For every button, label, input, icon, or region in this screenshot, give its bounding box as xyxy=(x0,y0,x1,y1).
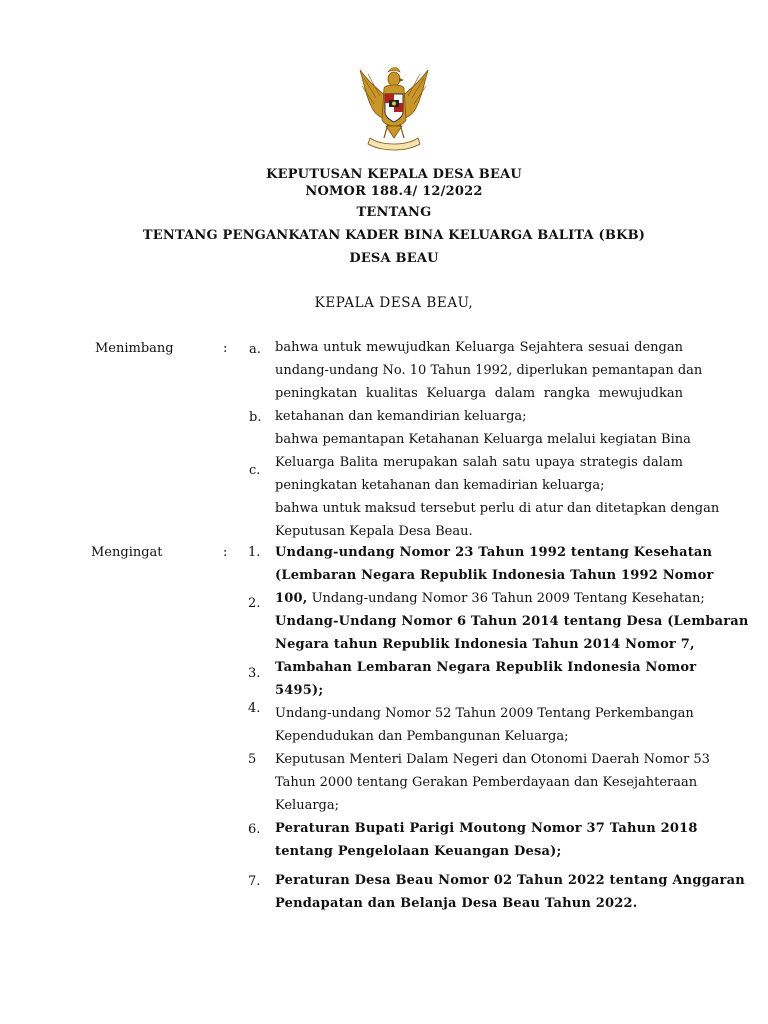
menimbang-colon: : xyxy=(223,341,228,356)
mengingat-marker-5: 5 xyxy=(248,752,257,767)
decree-place: DESA BEAU xyxy=(349,251,439,266)
menimbang-line: bahwa untuk maksud tersebut perlu di atur dan ditetapkan dengan xyxy=(275,501,720,516)
mengingat-marker-3: 3. xyxy=(248,666,261,681)
decree-number: NOMOR 188.4/ 12/2022 xyxy=(305,184,483,199)
mengingat-line-3-regular: Undang-undang Nomor 36 Tahun 2009 Tentang Kesehatan; xyxy=(307,591,705,606)
menimbang-line: peningkatan kualitas Keluarga dalam rangka mewujudkan xyxy=(275,386,683,401)
menimbang-line: peningkatan ketahanan dan kemadirian keluarga; xyxy=(275,478,605,493)
menimbang-text xyxy=(275,336,720,543)
mengingat-line-6: Tambahan Lembaran Negara Republik Indonesia Nomor xyxy=(275,660,697,675)
menimbang-label: Menimbang xyxy=(95,341,174,356)
decree-title: KEPUTUSAN KEPALA DESA BEAU xyxy=(266,167,522,182)
mengingat-line-16: Pendapatan dan Belanja Desa Beau Tahun 2022. xyxy=(275,896,638,911)
mengingat-line-3-bold: 100, xyxy=(275,591,308,606)
mengingat-line-14: tentang Pengelolaan Keuangan Desa); xyxy=(275,844,562,859)
mengingat-line-8: Undang-undang Nomor 52 Tahun 2009 Tentang Perkembangan xyxy=(275,706,694,721)
mengingat-line-15: Peraturan Desa Beau Nomor 02 Tahun 2022 tentang Anggaran xyxy=(275,873,745,888)
mengingat-line-2: (Lembaran Negara Republik Indonesia Tahun 1992 Nomor xyxy=(275,568,714,583)
menimbang-marker-c: c. xyxy=(249,463,261,478)
mengingat-label: Mengingat xyxy=(91,545,163,560)
menimbang-line: Keputusan Kepala Desa Beau. xyxy=(275,524,473,539)
menimbang-line: Keluarga Balita merupakan salah satu upaya strategis dalam xyxy=(275,455,683,470)
mengingat-line-7: 5495); xyxy=(275,683,324,698)
mengingat-line-3 xyxy=(275,587,705,610)
mengingat-marker-1: 1. xyxy=(248,545,261,560)
mengingat-marker-2: 2. xyxy=(248,596,261,611)
menimbang-line: ketahanan dan kemandirian keluarga; xyxy=(275,409,527,424)
mengingat-marker-7: 7. xyxy=(248,874,261,889)
mengingat-line-9: Kependudukan dan Pembangunan Keluarga; xyxy=(275,729,569,744)
menimbang-line: bahwa untuk mewujudkan Keluarga Sejahtera sesuai dengan xyxy=(275,340,683,355)
decree-subject: TENTANG PENGANKATAN KADER BINA KELUARGA BALITA (BKB) xyxy=(142,228,646,243)
mengingat-colon: : xyxy=(223,545,228,560)
menimbang-line: undang-undang No. 10 Tahun 1992, diperlukan pemantapan dan xyxy=(275,363,703,378)
menimbang-line: bahwa pemantapan Ketahanan Keluarga melalui kegiatan Bina xyxy=(275,432,691,447)
mengingat-line-5: Negara tahun Republik Indonesia Tahun 2014 Nomor 7, xyxy=(275,637,695,652)
mengingat-line-12: Keluarga; xyxy=(275,798,340,813)
issuer-heading: KEPALA DESA BEAU, xyxy=(314,295,474,311)
mengingat-line-4: Undang-Undang Nomor 6 Tahun 2014 tentang Desa (Lembaran xyxy=(275,614,749,629)
menimbang-marker-a: a. xyxy=(249,342,261,357)
mengingat-line-10: Keputusan Menteri Dalam Negeri dan Otonomi Daerah Nomor 53 xyxy=(275,752,710,767)
mengingat-line-11: Tahun 2000 tentang Gerakan Pemberdayaan dan Kesejahteraan xyxy=(275,775,698,790)
mengingat-line-13: Peraturan Bupati Parigi Moutong Nomor 37 Tahun 2018 xyxy=(275,821,698,836)
menimbang-marker-b: b. xyxy=(249,410,262,425)
mengingat-marker-4: 4. xyxy=(248,701,261,716)
decree-tentang: TENTANG xyxy=(356,205,432,220)
garuda-emblem-icon xyxy=(356,62,432,154)
mengingat-line-1: Undang-undang Nomor 23 Tahun 1992 tentang Kesehatan xyxy=(275,545,713,560)
mengingat-marker-6: 6. xyxy=(248,822,261,837)
